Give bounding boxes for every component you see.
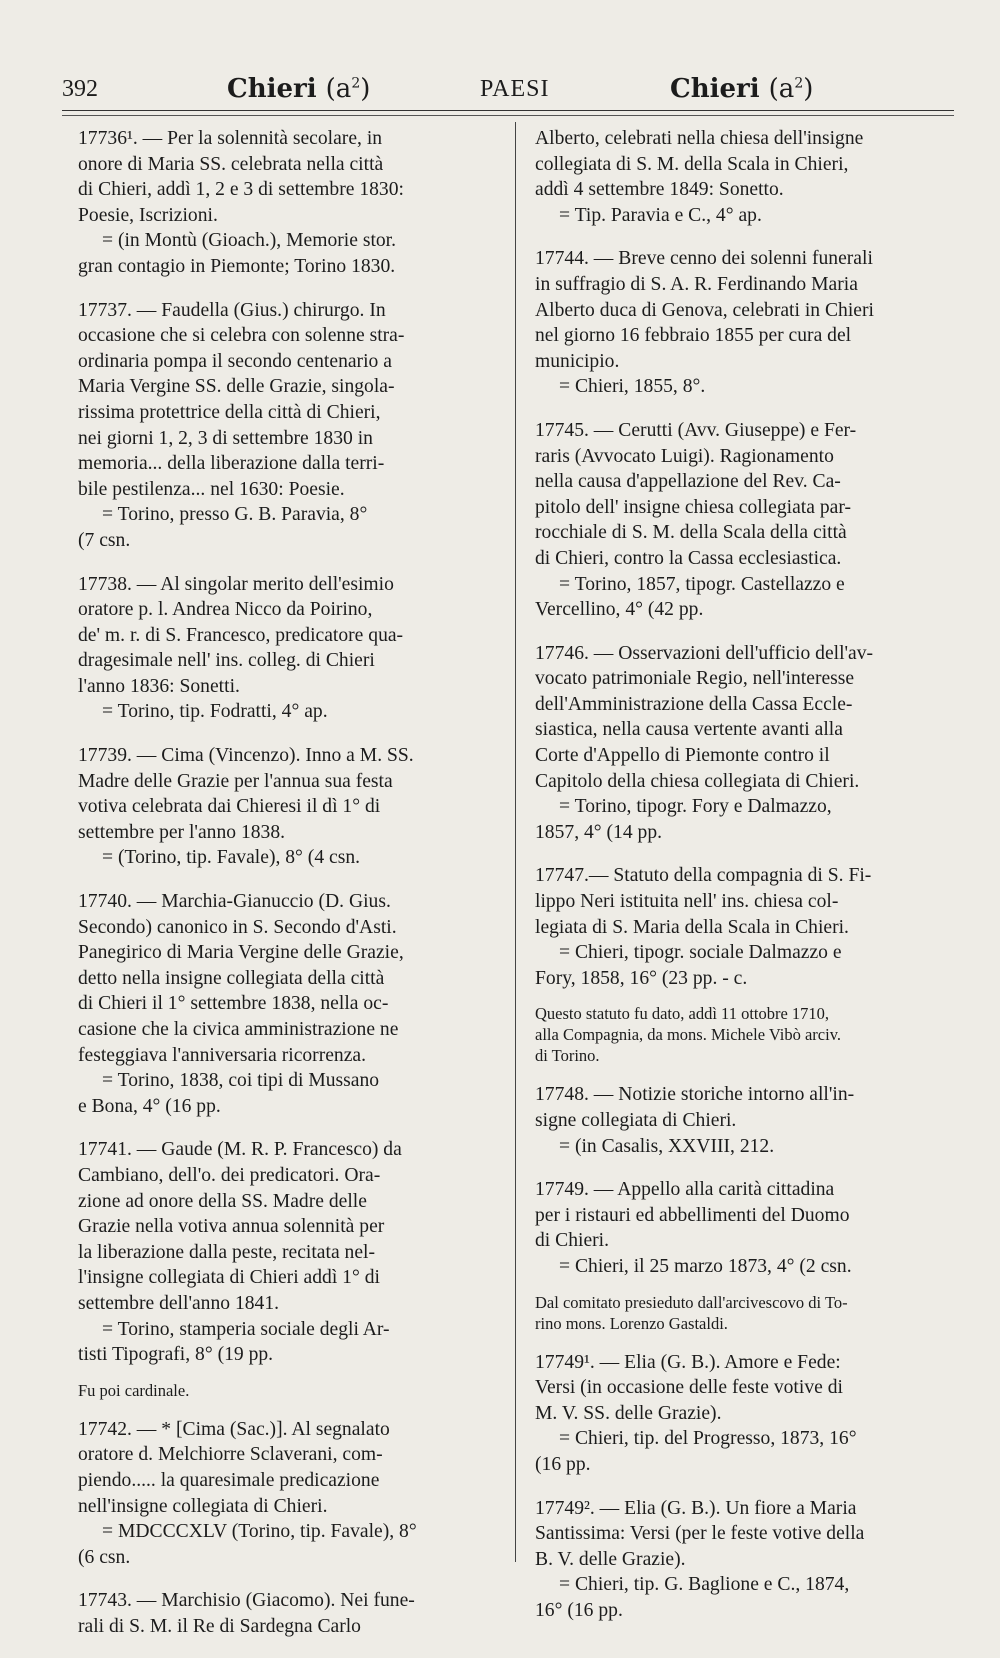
entry-line: pitolo dell' insigne chiesa collegiata par- bbox=[535, 496, 851, 518]
header-left-sup: 2 bbox=[351, 75, 361, 92]
entry-note bbox=[535, 1003, 953, 1066]
entry-line: 17746. — Osservazioni dell'ufficio dell'av- bbox=[535, 642, 874, 664]
header-left-suffix bbox=[326, 74, 371, 104]
entry-line: dell'Amministrazione della Cassa Eccle- bbox=[535, 693, 853, 715]
bibliography-entry bbox=[535, 863, 953, 991]
left-column bbox=[78, 126, 506, 1657]
publication-line: 1857, 4° (14 pp. bbox=[535, 821, 663, 843]
publication-line: = Torino, stamperia sociale degli Ar- bbox=[102, 1318, 390, 1340]
column-divider bbox=[515, 122, 516, 1562]
right-column bbox=[535, 126, 953, 1642]
entry-line: legiata di S. Maria della Scala in Chieri. bbox=[535, 916, 849, 938]
note-line: alla Compagnia, da mons. Michele Vibò arciv. bbox=[535, 1025, 842, 1045]
entry-line: in suffragio di S. A. R. Ferdinando Maria bbox=[535, 273, 858, 295]
entry-line: di Chieri, contro la Cassa ecclesiastica. bbox=[535, 547, 842, 569]
entry-line: Versi (in occasione delle feste votive di bbox=[535, 1377, 843, 1399]
entry-line: 17749. — Appello alla carità cittadina bbox=[535, 1179, 835, 1201]
publication-line: = (in Montù (Gioach.), Memorie stor. bbox=[102, 230, 397, 252]
entry-line: votiva celebrata dai Chieresi il dì 1° di bbox=[78, 796, 381, 818]
entry-line: bile pestilenza... nel 1630: Poesie. bbox=[78, 478, 345, 500]
publication-line: tisti Tipografi, 8° (19 pp. bbox=[78, 1344, 274, 1366]
entry-line: di Chieri, addì 1, 2 e 3 di settembre 1830: bbox=[78, 179, 404, 201]
entry-line: Grazie nella votiva annua solennità per bbox=[78, 1216, 385, 1238]
header-section: PAESI bbox=[480, 76, 550, 102]
entry-line: 17740. — Marchia-Gianuccio (D. Gius. bbox=[78, 891, 391, 913]
publication-line: = Torino, tip. Fodratti, 4° ap. bbox=[102, 701, 328, 723]
entry-line: Maria Vergine SS. delle Grazie, singola- bbox=[78, 376, 395, 398]
entry-line: Panegirico di Maria Vergine delle Grazie, bbox=[78, 942, 404, 964]
entry-line: settembre per l'anno 1838. bbox=[78, 821, 286, 843]
publication-line: = (Torino, tip. Favale), 8° (4 csn. bbox=[102, 847, 361, 869]
entry-line: 17749². — Elia (G. B.). Un fiore a Maria bbox=[535, 1497, 857, 1519]
entry-line: 17738. — Al singolar merito dell'esimio bbox=[78, 573, 394, 595]
header-rule-bottom bbox=[62, 115, 954, 116]
publication-line: Vercellino, 4° (42 pp. bbox=[535, 599, 704, 621]
entry-line: 17745. — Cerutti (Avv. Giuseppe) e Fer- bbox=[535, 419, 857, 441]
header-right-suffix bbox=[769, 74, 814, 104]
bibliography-entry bbox=[78, 1137, 506, 1367]
bibliography-entry bbox=[535, 246, 953, 400]
entry-line: di Chieri il 1° settembre 1838, nella oc- bbox=[78, 993, 389, 1015]
publication-line: (16 pp. bbox=[535, 1453, 591, 1475]
note-line: Dal comitato presieduto dall'arcivescovo di To- bbox=[535, 1292, 848, 1312]
bibliography-entry bbox=[78, 298, 506, 554]
entry-line: 17744. — Breve cenno dei solenni funerali bbox=[535, 248, 873, 270]
header-left-close: ) bbox=[360, 74, 371, 104]
header-left-title-text: Chieri bbox=[227, 74, 317, 104]
entry-line: la liberazione dalla peste, recitata nel- bbox=[78, 1241, 376, 1263]
entry-line: Madre delle Grazie per l'annua sua festa bbox=[78, 770, 393, 792]
publication-line: Fory, 1858, 16° (23 pp. - c. bbox=[535, 967, 748, 989]
entry-line: ordinaria pompa il secondo centenario a bbox=[78, 350, 392, 372]
publication-line: (7 csn. bbox=[78, 529, 131, 551]
publication-line: = MDCCCXLV (Torino, tip. Favale), 8° bbox=[102, 1521, 417, 1543]
entry-line: nella causa d'appellazione del Rev. Ca- bbox=[535, 471, 841, 493]
entry-line: 17736¹. — Per la solennità secolare, in bbox=[78, 128, 383, 149]
entry-line: memoria... della liberazione dalla terri- bbox=[78, 453, 385, 475]
note-line: Questo statuto fu dato, addì 11 ottobre 1710, bbox=[535, 1004, 830, 1024]
publication-line: e Bona, 4° (16 pp. bbox=[78, 1095, 221, 1117]
entry-note bbox=[78, 1380, 506, 1401]
entry-line: onore di Maria SS. celebrata nella città bbox=[78, 153, 384, 175]
header-right-title-text: Chieri bbox=[670, 74, 760, 104]
entry-line: vocato patrimoniale Regio, nell'interesse bbox=[535, 668, 855, 690]
entry-line: 17748. — Notizie storiche intorno all'in- bbox=[535, 1084, 855, 1106]
entry-line: rocchiale di S. M. della Scala della città bbox=[535, 522, 847, 544]
entry-line: de' m. r. di S. Francesco, predicatore qua- bbox=[78, 624, 404, 646]
note-line: Fu poi cardinale. bbox=[78, 1380, 190, 1400]
publication-line: = Chieri, 1855, 8°. bbox=[559, 376, 706, 398]
bibliography-entry bbox=[535, 1496, 953, 1624]
publication-line: 16° (16 pp. bbox=[535, 1599, 623, 1621]
bibliography-entry bbox=[535, 126, 953, 228]
entry-line: per i ristauri ed abbellimenti del Duomo bbox=[535, 1204, 850, 1226]
entry-line: casione che la civica amministrazione ne bbox=[78, 1019, 399, 1040]
entry-note bbox=[535, 1292, 953, 1334]
header-rule-top bbox=[62, 110, 954, 111]
entry-line: Alberto, celebrati nella chiesa dell'insigne bbox=[535, 128, 864, 149]
note-line: di Torino. bbox=[535, 1046, 600, 1066]
bibliography-entry bbox=[78, 126, 506, 280]
entry-line: oratore d. Melchiorre Sclaverani, com- bbox=[78, 1444, 383, 1466]
entry-line: M. V. SS. delle Grazie). bbox=[535, 1402, 722, 1424]
publication-line: (6 csn. bbox=[78, 1546, 131, 1568]
publication-line: = Chieri, tipogr. sociale Dalmazzo e bbox=[559, 942, 842, 964]
entry-line: 17739. — Cima (Vincenzo). Inno a M. SS. bbox=[78, 745, 414, 767]
entry-line: Poesie, Iscrizioni. bbox=[78, 204, 218, 226]
entry-line: signe collegiata di Chieri. bbox=[535, 1110, 737, 1131]
entry-line: B. V. delle Grazie). bbox=[535, 1548, 686, 1570]
entry-line: collegiata di S. M. della Scala in Chieri, bbox=[535, 153, 849, 175]
header-right-title bbox=[670, 74, 813, 104]
entry-line: zione ad onore della SS. Madre delle bbox=[78, 1190, 367, 1212]
entry-line: Corte d'Appello di Piemonte contro il bbox=[535, 745, 830, 767]
running-header bbox=[62, 72, 948, 112]
entry-line: nell'insigne collegiata di Chieri. bbox=[78, 1495, 328, 1517]
bibliography-entry bbox=[535, 641, 953, 846]
entry-line: addì 4 settembre 1849: Sonetto. bbox=[535, 179, 784, 201]
entry-line: rissima protettrice della città di Chieri, bbox=[78, 401, 381, 423]
entry-line: 17742. — * [Cima (Sac.)]. Al segnalato bbox=[78, 1418, 390, 1440]
entry-line: di Chieri. bbox=[535, 1230, 610, 1252]
entry-line: nei giorni 1, 2, 3 di settembre 1830 in bbox=[78, 427, 373, 449]
publication-line: = Chieri, tip. G. Baglione e C., 1874, bbox=[559, 1574, 850, 1596]
bibliography-entry bbox=[535, 1082, 953, 1159]
bibliography-entry bbox=[535, 1350, 953, 1478]
entry-line: 17749¹. — Elia (G. B.). Amore e Fede: bbox=[535, 1351, 841, 1373]
entry-line: 17741. — Gaude (M. R. P. Francesco) da bbox=[78, 1139, 402, 1161]
header-right-close: ) bbox=[803, 74, 814, 104]
entry-line: 17743. — Marchisio (Giacomo). Nei fune- bbox=[78, 1590, 415, 1612]
entry-line: oratore p. l. Andrea Nicco da Poirino, bbox=[78, 599, 373, 621]
entry-line: rali di S. M. il Re di Sardegna Carlo bbox=[78, 1615, 361, 1637]
bibliography-entry bbox=[78, 743, 506, 871]
entry-line: dragesimale nell' ins. colleg. di Chieri bbox=[78, 650, 375, 672]
entry-line: Secondo) canonico in S. Secondo d'Asti. bbox=[78, 916, 397, 938]
header-left-suffix-text: (a bbox=[325, 74, 352, 104]
entry-line: occasione che si celebra con solenne stra- bbox=[78, 325, 405, 347]
entry-line: lippo Neri istituita nell' ins. chiesa col- bbox=[535, 891, 839, 913]
header-left-title bbox=[227, 74, 370, 104]
entry-line: nel giorno 16 febbraio 1855 per cura del bbox=[535, 325, 852, 347]
publication-line: = Tip. Paravia e C., 4° ap. bbox=[559, 204, 762, 226]
publication-line: = Torino, tipogr. Fory e Dalmazzo, bbox=[559, 796, 832, 818]
bibliography-entry bbox=[78, 889, 506, 1119]
publication-line: = Chieri, il 25 marzo 1873, 4° (2 csn. bbox=[559, 1255, 852, 1277]
entry-line: settembre dell'anno 1841. bbox=[78, 1292, 280, 1314]
page-number: 392 bbox=[62, 76, 98, 102]
publication-line: = Torino, 1857, tipogr. Castellazzo e bbox=[559, 573, 845, 595]
entry-line: 17737. — Faudella (Gius.) chirurgo. In bbox=[78, 299, 386, 321]
entry-line: raris (Avvocato Luigi). Ragionamento bbox=[535, 445, 834, 467]
publication-line: = Torino, 1838, coi tipi di Mussano bbox=[102, 1070, 380, 1092]
entry-line: festeggiava l'anniversaria ricorrenza. bbox=[78, 1044, 367, 1066]
publication-line: = Chieri, tip. del Progresso, 1873, 16° bbox=[559, 1428, 857, 1450]
bibliography-entry bbox=[78, 572, 506, 726]
entry-line: Capitolo della chiesa collegiata di Chieri. bbox=[535, 770, 860, 792]
bibliography-entry bbox=[78, 1417, 506, 1571]
bibliography-entry bbox=[535, 418, 953, 623]
entry-line: siastica, nella causa vertente avanti alla bbox=[535, 719, 843, 741]
note-line: rino mons. Lorenzo Gastaldi. bbox=[535, 1313, 728, 1333]
entry-line: detto nella insigne collegiata della città bbox=[78, 967, 385, 989]
publication-line: = Torino, presso G. B. Paravia, 8° bbox=[102, 504, 368, 526]
entry-line: Santissima: Versi (per le feste votive della bbox=[535, 1523, 865, 1545]
entry-line: l'anno 1836: Sonetti. bbox=[78, 675, 240, 697]
header-right-sup: 2 bbox=[794, 75, 804, 92]
bibliography-entry bbox=[78, 1588, 506, 1639]
publication-line: = (in Casalis, XXVIII, 212. bbox=[559, 1135, 775, 1157]
bibliography-entry bbox=[535, 1177, 953, 1279]
entry-line: Alberto duca di Genova, celebrati in Chieri bbox=[535, 299, 874, 321]
publication-line: gran contagio in Piemonte; Torino 1830. bbox=[78, 255, 396, 277]
entry-line: 17747.— Statuto della compagnia di S. Fi- bbox=[535, 865, 872, 887]
entry-line: l'insigne collegiata di Chieri addì 1° di bbox=[78, 1267, 380, 1289]
header-right-suffix-text: (a bbox=[768, 74, 795, 104]
entry-line: municipio. bbox=[535, 350, 620, 372]
entry-line: piendo..... la quaresimale predicazione bbox=[78, 1469, 380, 1491]
entry-line: Cambiano, dell'o. dei predicatori. Ora- bbox=[78, 1164, 381, 1186]
